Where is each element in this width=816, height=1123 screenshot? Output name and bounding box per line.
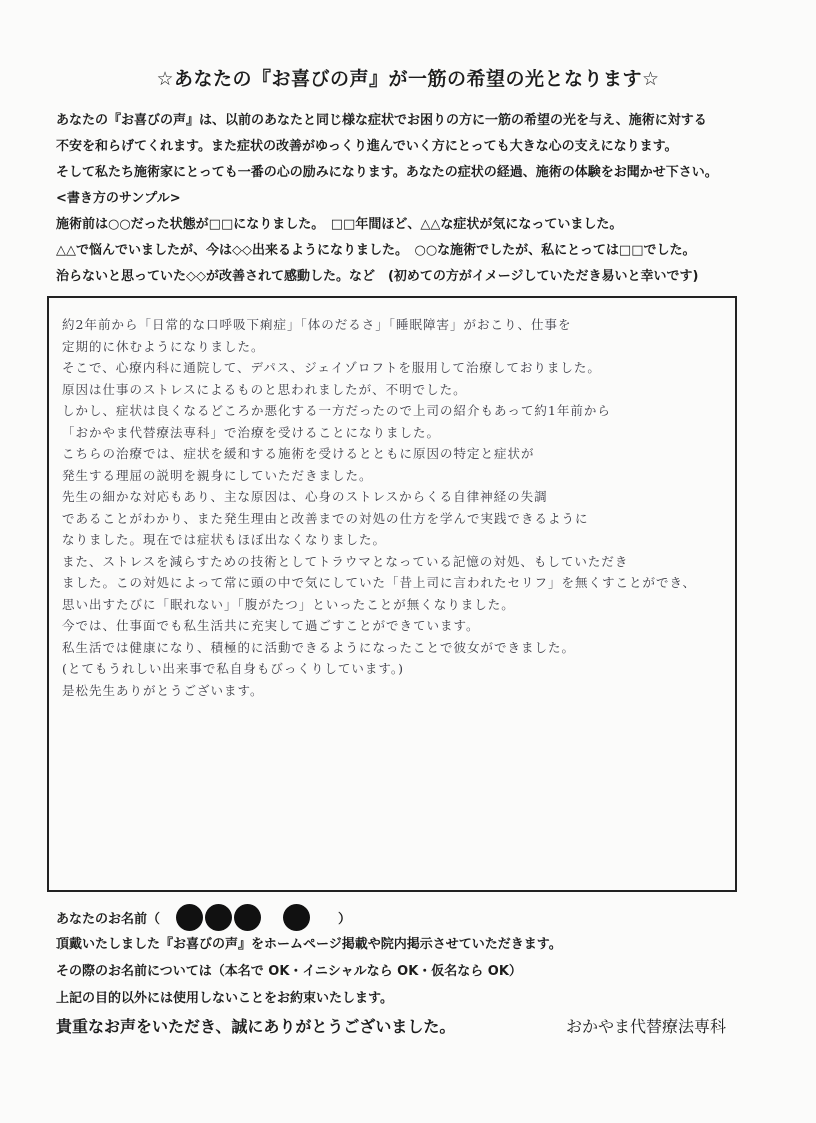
handwritten-line: 私生活では健康になり、積極的に活動できるようになったことで彼女ができました。 — [62, 639, 576, 655]
page-title: ☆あなたの『お喜びの声』が一筋の希望の光となります☆ — [156, 68, 660, 90]
redaction-mark — [234, 904, 261, 931]
clinic-name: おかやま代替療法専科 — [565, 1017, 726, 1036]
handwritten-line: こちらの治療では、症状を緩和する施術を受けるとともに原因の特定と症状が — [62, 446, 535, 461]
promise-line: 上記の目的以外には使用しないことをお約束いたします。 — [56, 991, 393, 1006]
handwritten-line: 原因は仕事のストレスによるものと思われましたが、不明でした。 — [62, 381, 467, 397]
redaction-mark — [176, 904, 203, 931]
handwritten-line: しかし、症状は良くなるどころか悪化する一方だったので上司の紹介もあって約1年前から — [62, 403, 611, 418]
thanks-text: 貴重なお声をいただき、誠にありがとうございました。 — [56, 1017, 456, 1036]
consent-line: 頂戴いたしました『お喜びの声』をホームページ掲載や院内掲示させていただきます。 — [56, 937, 562, 952]
intro-line: そして私たち施術家にとっても一番の心の励みになります。あなたの症状の経過、施術の体験をお聞かせ下さい。 — [56, 165, 718, 180]
intro-line: 不安を和らげてくれます。また症状の改善がゆっくり進んでいく方にとっても大きな心の支えになります。 — [56, 139, 678, 154]
handwritten-line: 今では、仕事面でも私生活共に充実して過ごすことができています。 — [62, 618, 480, 633]
handwritten-testimonial — [62, 314, 730, 701]
sample-heading: <書き方のサンプル> — [56, 191, 181, 206]
redaction-mark — [205, 904, 232, 931]
handwritten-line: (とてもうれしい出来事で私自身もびっくりしています。) — [62, 661, 405, 676]
handwritten-line: 発生する理屈の説明を親身にしていただきました。 — [62, 467, 373, 483]
handwritten-line: 是松先生ありがとうございます。 — [62, 682, 264, 698]
handwritten-line: また、ストレスを減らすための技術としてトラウマとなっている記憶の対処、もしていただき — [62, 553, 629, 569]
redaction-mark — [283, 904, 310, 931]
handwritten-line: なりました。現在では症状もほぼ出なくなりました。 — [62, 532, 387, 547]
sample-line: 治らないと思っていた◇◇が改善されて感動した。など (初めての方がイメージしていただき易いと幸いです) — [56, 269, 699, 284]
handwritten-line: 約2年前から「日常的な口呼吸下痢症」「体のだるさ」「睡眠障害」がおこり、仕事を — [62, 317, 572, 332]
name-label: あなたのお名前（ — [56, 912, 161, 927]
handwritten-line: ました。この対処によって常に頭の中で気にしていた「昔上司に言われたセリフ」を無くすことができ、 — [62, 575, 697, 590]
intro-text — [56, 108, 756, 290]
handwritten-line: であることがわかり、また発生理由と改善までの対処の仕方を学んで実践できるように — [62, 510, 589, 526]
sample-line: 施術前は○○だった状態が□□になりました。 □□年間ほど、△△な症状が気になっていました。 — [56, 217, 623, 232]
sample-line: △△で悩んでいましたが、今は◇◇出来るようになりました。 ○○な施術でしたが、私にとっては□□でした。 — [56, 243, 696, 258]
handwritten-line: そこで、心療内科に通院して、デパス、ジェイゾロフトを服用して治療しておりました。 — [62, 360, 601, 375]
handwritten-line: 先生の細かな対応もあり、主な原因は、心身のストレスからくる自律神経の失調 — [62, 489, 548, 504]
handwritten-line: 「おかやま代替療法専科」で治療を受けることになりました。 — [62, 424, 441, 440]
handwritten-line: 思い出すたびに「眠れない」「腹がたつ」といったことが無くなりました。 — [62, 596, 515, 612]
redacted-name — [176, 904, 312, 931]
handwritten-line: 定期的に休むようになりました。 — [62, 338, 265, 354]
name-row — [56, 904, 351, 931]
thanks-row — [56, 1014, 756, 1037]
intro-line: あなたの『お喜びの声』は、以前のあなたと同じ様な症状でお困りの方に一筋の希望の光を与え、施術に対する — [56, 113, 707, 128]
name-close: ） — [338, 912, 352, 927]
name-options-line: その際のお名前については（本名で OK・イニシャルなら OK・仮名なら OK） — [56, 964, 522, 979]
